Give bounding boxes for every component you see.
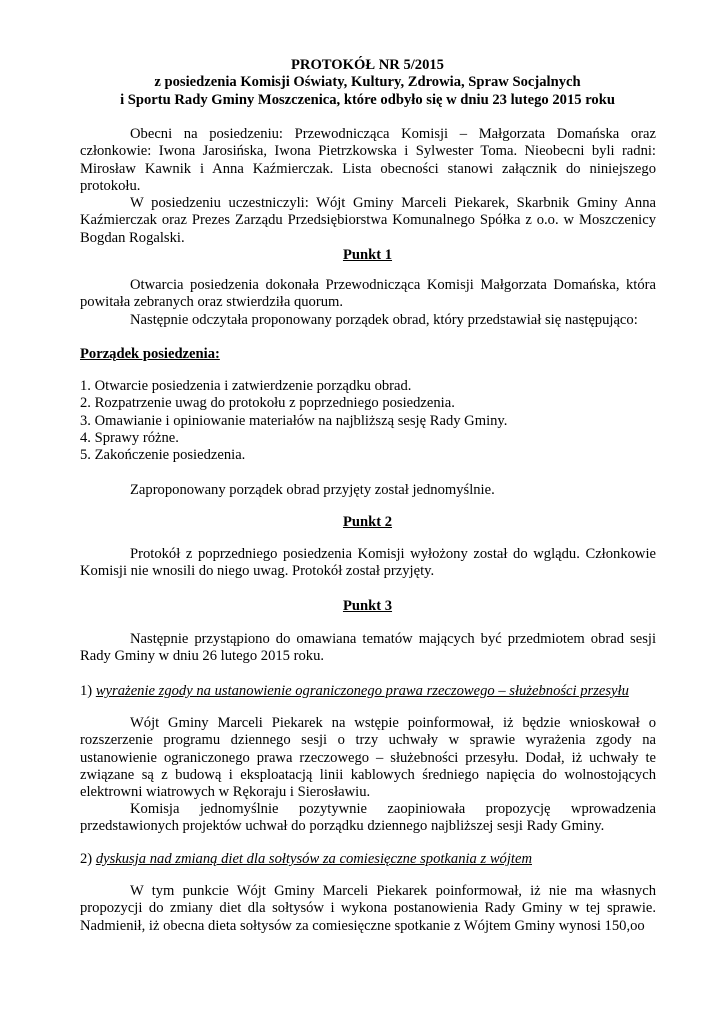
- title-line-2: z posiedzenia Komisji Oświaty, Kultury, Zdrowia, Spraw Socjalnych: [154, 74, 581, 91]
- title-line-3: i Sportu Rady Gminy Moszczenica, które odbyło się w dniu 23 lutego 2015 roku: [120, 91, 615, 108]
- title-line-1: PROTOKÓŁ NR 5/2015: [291, 57, 444, 73]
- participants-paragraph: W posiedzeniu uczestniczyli: Wójt Gminy Marceli Piekarek, Skarbnik Gminy Anna Kaźmierczak oraz Prezes Zarządu Przedsiębiorstwa Komunalnego Spółka z o.o. w Moszczenicy Bogdan Rogalski.: [80, 195, 656, 246]
- punkt-3-intro-paragraph: Następnie przystąpiono do omawiana tematów mających być przedmiotem obrad sesji Rady Gminy w dniu 26 lutego 2015 roku.: [80, 631, 656, 665]
- topic-2-number: 2): [80, 851, 93, 867]
- attendance-paragraph: Obecni na posiedzeniu: Przewodnicząca Komisji – Małgorzata Domańska oraz członkowie: Iwona Jarosińska, Iwona Pietrzkowska i Sylwester Toma. Nieobecni byli radni: Mirosław Kawnik i Anna Kaźmierczak. Lista obecności stanowi załącznik do niniejszego protokołu.: [80, 126, 656, 194]
- punkt-3-heading: Punkt 3: [342, 598, 393, 614]
- agenda-list: [80, 378, 656, 464]
- agenda-item: 5. Zakończenie posiedzenia.: [80, 447, 246, 464]
- topic-1-heading: [80, 683, 629, 700]
- topic-1-paragraph: Wójt Gminy Marceli Piekarek na wstępie poinformował, iż będzie wnioskował o rozszerzenie programu dziennego sesji o trzy uchwały w sprawie wyrażenia zgody na ustanowienie ograniczonego prawa rzeczowego – służebności przesyłu. Dodał, iż uchwały te związane są z budową i eksploatacją linii kablowych średniego napięcia do wolnostojących elektrowni wiatrowych w Rękoraju i Sierosławiu.: [80, 715, 656, 801]
- agenda-heading: Porządek posiedzenia:: [80, 346, 220, 362]
- topic-2-title: dyskusja nad zmianą diet dla sołtysów za comiesięczne spotkania z wójtem: [95, 851, 532, 867]
- agenda-item: 3. Omawianie i opiniowanie materiałów na najbliższą sesję Rady Gminy.: [80, 412, 508, 429]
- document-title: [80, 57, 655, 109]
- topic-2-heading: [80, 851, 532, 868]
- topic-1-opinion-paragraph: Komisja jednomyślnie pozytywnie zaopiniowała propozycję wprowadzenia przedstawionych projektów uchwał do porządku dziennego najbliższej sesji Rady Gminy.: [80, 801, 656, 835]
- agenda-item: 2. Rozpatrzenie uwag do protokołu z poprzedniego posiedzenia.: [80, 395, 455, 412]
- topic-1-number: 1): [80, 683, 93, 699]
- agenda-accepted-paragraph: Zaproponowany porządek obrad przyjęty został jednomyślnie.: [130, 482, 495, 498]
- opening-paragraph: Otwarcia posiedzenia dokonała Przewodnicząca Komisji Małgorzata Domańska, która powitała zebranych oraz stwierdziła quorum.: [80, 277, 656, 311]
- topic-1-title: wyrażenie zgody na ustanowienie ograniczonego prawa rzeczowego – służebności przesyłu: [95, 683, 629, 699]
- punkt-1-heading: Punkt 1: [342, 247, 393, 263]
- punkt-2-paragraph: Protokół z poprzedniego posiedzenia Komisji wyłożony został do wglądu. Członkowie Komisji nie wnosili do niego uwag. Protokół został przyjęty.: [80, 546, 656, 580]
- agenda-item: 4. Sprawy różne.: [80, 429, 179, 446]
- agenda-item: 1. Otwarcie posiedzenia i zatwierdzenie porządku obrad.: [80, 378, 412, 394]
- topic-2-paragraph: W tym punkcie Wójt Gminy Marceli Piekarek poinformował, iż nie ma własnych propozycji do zmiany diet dla sołtysów i wykona postanowienia Rady Gminy w tej sprawie. Nadmienił, iż obecna dieta sołtysów za comiesięczne spotkanie z Wójtem Gminy wynosi 150,oo: [80, 883, 656, 934]
- punkt-2-heading: Punkt 2: [342, 514, 393, 530]
- agenda-intro-paragraph: Następnie odczytała proponowany porządek obrad, który przedstawiał się następująco:: [130, 312, 638, 328]
